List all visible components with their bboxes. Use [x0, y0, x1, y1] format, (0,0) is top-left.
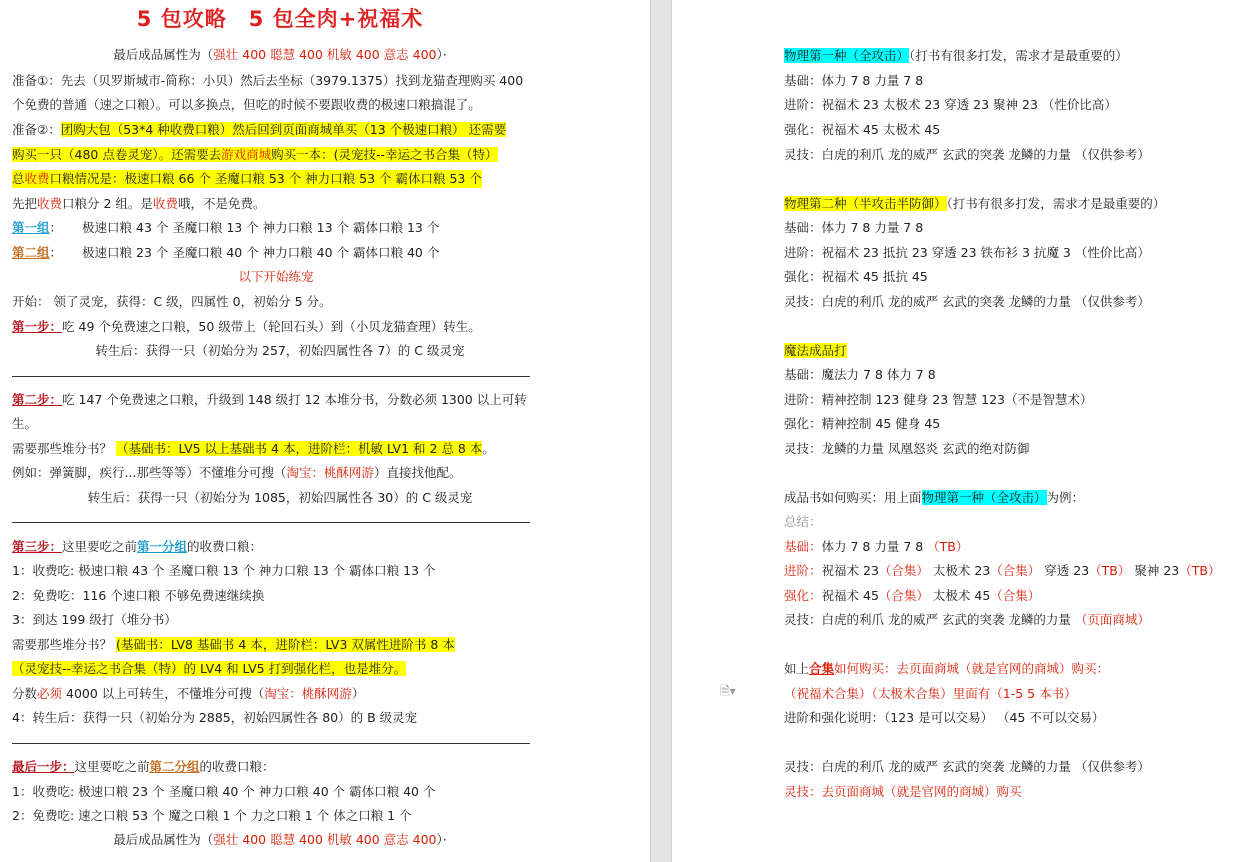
page-title: 5 包攻略 5 包全肉+祝福术: [136, 7, 424, 31]
group2-line: 第二组： 极速口粮 23 个 圣魔口粮 40 个 神力口粮 40 个 霸体口粮 40 个: [12, 245, 440, 260]
phys2-str: 强化：祝福术 45 抵抗 45: [784, 269, 928, 284]
step3-item-3: 3：到达 199 级打（堆分书）: [12, 612, 177, 627]
divider: [12, 376, 530, 377]
step1-after: 转生后：获得一只（初始分为 257，初始四属性各 7）的 C 级灵宠: [95, 343, 465, 358]
split-line: 先把收费口粮分 2 组。是收费哦，不是免费。: [12, 196, 266, 211]
prep1-line-a: 准备①：先去（贝罗斯城市-简称：小贝）然后去坐标（3979.1375）找到龙猫查理购买 400: [12, 73, 524, 88]
step3-item-4: 4：转生后：获得一只（初始分为 2885，初始四属性各 80）的 B 级灵宠: [12, 710, 418, 725]
summary-label: 总结：: [784, 514, 822, 529]
collection-line: 如上合集如何购买：去页面商城（就是官网的商城）购买：: [784, 661, 1110, 676]
sum-skill: 灵技：白虎的利爪 龙的威严 玄武的突袭 龙鳞的力量 （页面商城）: [784, 612, 1150, 627]
sum-adv: 进阶：祝福术 23（合集） 太极术 23（合集） 穿透 23（TB） 聚神 23（TB）: [784, 563, 1221, 578]
prep1-line-b: 个免费的普通（速之口粮）。可以多换点，但吃的时候不要跟收费的极速口粮搞混了。: [12, 97, 481, 112]
phys1-skill: 灵技：白虎的利爪 龙的威严 玄武的突袭 龙鳞的力量 （仅供参考）: [784, 147, 1150, 162]
sum-str: 强化：祝福术 45（合集） 太极术 45（合集）: [784, 588, 1041, 603]
sum-base: 基础：体力 7 8 力量 7 8 （TB）: [784, 539, 969, 554]
trade-line: 进阶和强化说明：（123 是可以交易） （45 不可以交易）: [784, 710, 1105, 725]
skill2-line: 灵技：白虎的利爪 龙的威严 玄武的突袭 龙鳞的力量 （仅供参考）: [784, 759, 1150, 774]
phys2-base: 基础：体力 7 8 力量 7 8: [784, 220, 924, 235]
magic-title-line: 魔法成品打: [784, 343, 847, 358]
last-step-line: 最后一步：这里要吃之前第二分组的收费口粮：: [12, 759, 275, 774]
magic-str: 强化：精神控制 45 健身 45: [784, 416, 941, 431]
books3-line-b: （灵宠技--幸运之书合集（特）的 LV4 和 LV5 打到强化栏，也是堆分。: [12, 661, 407, 676]
phys2-title-line: 物理第二种（半攻击半防御）（打书有很多打发，需求才是最重要的）: [784, 196, 1166, 211]
divider: [12, 743, 530, 744]
start-train-heading: 以下开始练宠: [238, 269, 314, 284]
step3-item-1: 1：收费吃: 极速口粮 43 个 圣魔口粮 13 个 神力口粮 13 个 霸体口粮 13 个: [12, 563, 436, 578]
page-gutter: [650, 0, 672, 862]
prep2-line-b: 购买一只（480 点卷灵宠）。还需要去游戏商城购买一本：(灵宠技--幸运之书合集（特）: [12, 147, 498, 162]
divider: [12, 522, 530, 523]
step2-after: 转生后：获得一只（初始分为 1085，初始四属性各 30）的 C 级灵宠: [87, 490, 473, 505]
books-question: 需要那些堆分书？ （基础书：LV5 以上基础书 4 本，进阶栏：机敏 LV1 和 2 总 8 本。: [12, 441, 495, 456]
collection-line-2: （祝福术合集）（太极术合集）里面有（1-5 5 本书）: [784, 686, 1077, 701]
magic-base: 基础：魔法力 7 8 体力 7 8: [784, 367, 936, 382]
group1-line: 第一组： 极速口粮 43 个 圣魔口粮 13 个 神力口粮 13 个 霸体口粮 13 个: [12, 220, 440, 235]
magic-skill: 灵技：龙鳞的力量 凤凰怒炎 玄武的绝对防御: [784, 441, 1030, 456]
phys2-adv: 进阶：祝福术 23 抵抗 23 穿透 23 铁布衫 3 抗魔 3 （性价比高）: [784, 245, 1150, 260]
final-attr-line-bottom: 最后成品属性为（强壮 400 聪慧 400 机敏 400 意志 400）·: [113, 832, 447, 847]
skill3-line: 灵技：去页面商城（就是官网的商城）购买: [784, 784, 1022, 799]
last-item-2: 2：免费吃: 速之口粮 53 个 魔之口粮 1 个 力之口粮 1 个 体之口粮 1 个: [12, 808, 412, 823]
phys1-title-line: 物理第一种（全攻击）（打书有很多打发，需求才是最重要的）: [784, 48, 1128, 63]
step3-line: 第三步：这里要吃之前第一分组的收费口粮：: [12, 539, 263, 554]
step1-line: 第一步：吃 49 个免费速之口粮，50 级带上（轮回石头）到（小贝龙猫查理）转生。: [12, 319, 481, 334]
prep2-line-a: 准备②：团购大包（53*4 种收费口粮）然后回到页面商城单买（13 个极速口粮） 还需要: [12, 122, 507, 137]
phys2-skill: 灵技：白虎的利爪 龙的威严 玄武的突袭 龙鳞的力量 （仅供参考）: [784, 294, 1150, 309]
books3-question: 需要那些堆分书？ (基础书：LV8 基础书 4 本，进阶栏：LV3 双属性进阶书 8 本: [12, 637, 455, 652]
buy-line: 成品书如何购买：用上面物理第一种（全攻击）为例：: [784, 490, 1085, 505]
begin-line: 开始： 领了灵宠，获得：C 级，四属性 0，初始分 5 分。: [12, 294, 332, 309]
final-attr-line: 最后成品属性为（强壮 400 聪慧 400 机敏 400 意志 400）·: [113, 47, 447, 62]
score-line: 分数必须 4000 以上可转生，不懂堆分可搜（淘宝：桃酥网游）: [12, 686, 365, 701]
phys1-adv: 进阶：祝福术 23 太极术 23 穿透 23 聚神 23 （性价比高）: [784, 97, 1117, 112]
phys1-str: 强化：祝福术 45 太极术 45: [784, 122, 941, 137]
step2-line: 第二步：吃 147 个免费速之口粮，升级到 148 级打 12 本堆分书，分数必须 1300 以上可转: [12, 392, 527, 407]
last-item-1: 1：收费吃: 极速口粮 23 个 圣魔口粮 40 个 神力口粮 40 个 霸体口粮 40 个: [12, 784, 436, 799]
example-line: 例如：弹簧脚，疾行...那些等等）不懂堆分可搜（淘宝：桃酥网游）直接找他配。: [12, 465, 462, 480]
document-icon[interactable]: 🗎▾: [720, 684, 736, 698]
phys1-base: 基础：体力 7 8 力量 7 8: [784, 73, 924, 88]
magic-adv: 进阶：精神控制 123 健身 23 智慧 123（不是智慧术）: [784, 392, 1093, 407]
step2-line-b: 生。: [12, 416, 38, 431]
step3-item-2: 2：免费吃：116 个速口粮 不够免费速继续换: [12, 588, 265, 603]
prep2-line-c: 总收费口粮情况是：极速口粮 66 个 圣魔口粮 53 个 神力口粮 53 个 霸体口粮 53 个: [12, 171, 482, 186]
right-page: [672, 0, 1244, 862]
